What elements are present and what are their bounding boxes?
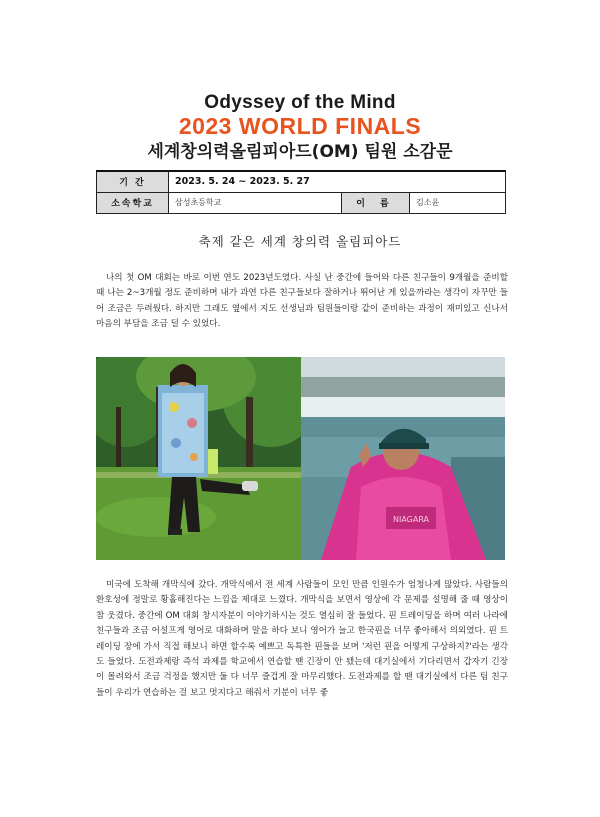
- name-label: 이 름: [342, 192, 410, 213]
- info-table: [96, 170, 506, 214]
- name-value: 김소윤: [410, 192, 506, 213]
- park-photo: [96, 357, 301, 560]
- paragraph-2: 미국에 도착해 개막식에 갔다. 개막식에서 전 세계 사람들이 모인 만큼 인원수가 엄청나게 많았다. 사람들의 환호성에 정말로 황홀해진다는 느낌을 제대로 느꼈다. 개막식을 보면서 영상에 각 문제를 설명해 줄 때 영상이 참 웃겼다. 중간에 OM 대회 창시자분이 이야기하시는 것도 열심히 잘 들었다. 핀 트레이딩을 하며 여러 나라에 친구들과 조금 어설프게 영어로 대화하며 말을 하다 보니 영어가 늘고 한국핀을 너무 좋아해서 의외였다. 핀 트레이딩 장에 가서 직접 해보니 하면 할수록 예쁘고 독특한 핀들을 보며 '저런 핀을 어떻게 구상하지?'라는 생각도 들었다. 도전과제랑 즉석 과제를 학교에서 연습할 땐 긴장이 안 됐는데 대기실에서 기다리면서 갑자기 긴장이 몰려와서 조금 걱정을 했지만 둘 다 너무 즐겁게 잘 마무리했다. 도전과제를 할 땐 대기실에서 다른 팀 친구들이 우리가 연습하는 걸 보고 멋지다고 해줘서 기분이 너무 좋: [96, 580, 508, 698]
- school-row: [97, 192, 506, 213]
- essay-title: 축제 같은 세계 창의력 올림피아드: [198, 234, 402, 249]
- school-value: 삼성초등학교: [169, 192, 342, 213]
- poncho-text: NIAGARA: [392, 515, 430, 524]
- document-header: [0, 92, 600, 164]
- period-label: 기 간: [97, 171, 169, 192]
- event-title-english: Odyssey of the Mind: [204, 92, 396, 113]
- period-value: 2023. 5. 24 ~ 2023. 5. 27: [169, 171, 506, 192]
- period-row: [97, 171, 506, 192]
- document-title: 세계창의력올림피아드(OM) 팀원 소감문: [147, 142, 453, 162]
- school-label: 소속학교: [97, 192, 169, 213]
- waterfall-photo: [301, 357, 505, 560]
- event-subtitle: 2023 WORLD FINALS: [178, 113, 422, 139]
- paragraph-1: 나의 첫 OM 대회는 바로 이번 연도 2023년도였다. 사실 난 중간에 들어와 다른 친구들이 9개월을 준비할 때 나는 2~3개월 정도 준비하며 내가 과연 다른 친구들보다 잘하거나 뛰어난 게 있을까라는 생각이 자꾸만 들어 조금은 두려웠다. 하지만 그래도 옆에서 지도 선생님과 팀원들이랑 같이 준비하는 과정이 재미있고 신나서 마음의 부담을 조금 덜 수 있었다.: [96, 273, 508, 330]
